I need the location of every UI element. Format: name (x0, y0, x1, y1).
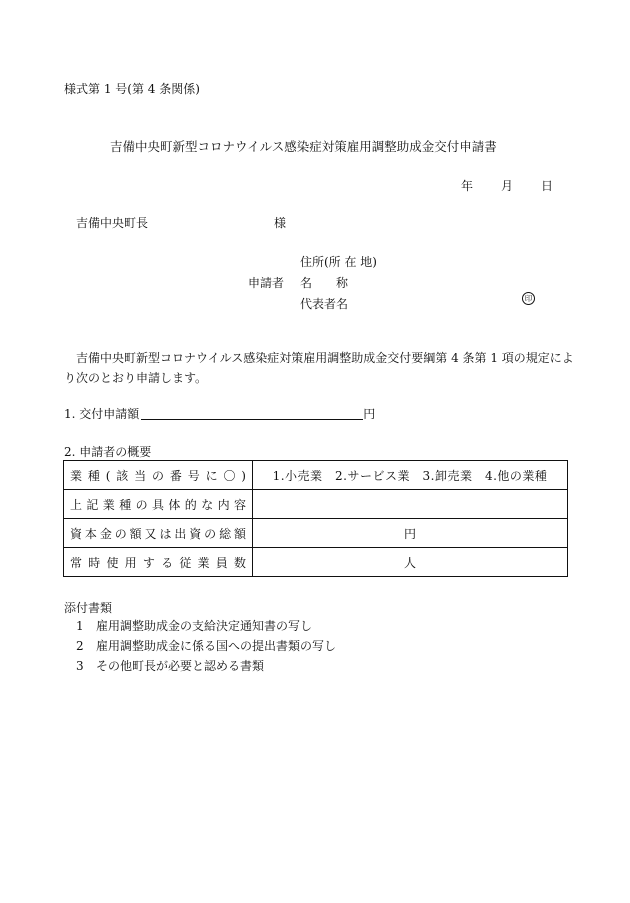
addressee (76, 214, 287, 231)
form-number: 様式第 1 号(第 4 条関係) (64, 82, 200, 96)
list-item-text: 雇用調整助成金に係る国への提出書類の写し (96, 639, 337, 653)
row-label: 資本金の額又は出資の総額 (64, 519, 253, 548)
attachments-list (76, 616, 476, 676)
table-row (64, 519, 568, 548)
seal-mark-icon: 印 (522, 292, 535, 305)
applicant-address-label: 住所(所 在 地) (300, 255, 377, 269)
list-item-number: 3 (76, 659, 84, 673)
date-month: 月 (501, 179, 514, 193)
list-item (76, 636, 476, 656)
addressee-name: 吉備中央町長 (76, 216, 149, 230)
row-label: 常時使用する従業員数 (64, 548, 253, 577)
date-line (461, 177, 553, 194)
applicant-overview-heading: 2. 申請者の概要 (64, 445, 152, 459)
row-value: 円 (253, 519, 568, 548)
list-item-text: その他町長が必要と認める書類 (96, 659, 265, 673)
requested-amount (64, 405, 375, 422)
requested-amount-label: 1. 交付申請額 (64, 407, 140, 421)
applicant-address-row (248, 251, 548, 272)
applicant-name-label: 名 称 (300, 276, 349, 290)
table-row (64, 461, 568, 490)
addressee-honorific: 様 (274, 216, 287, 230)
row-value: 人 (253, 548, 568, 577)
table-row (64, 548, 568, 577)
requested-amount-blank (141, 407, 363, 420)
applicant-representative-row (248, 293, 548, 314)
requested-amount-unit: 円 (363, 407, 376, 421)
list-item (76, 656, 476, 676)
list-item-number: 1 (76, 619, 84, 633)
list-item (76, 616, 476, 636)
attachments-title: 添付書類 (64, 601, 113, 615)
row-label: 業種(該当の番号に〇) (64, 461, 253, 490)
list-item-number: 2 (76, 639, 84, 653)
document-title: 吉備中央町新型コロナウイルス感染症対策雇用調整助成金交付申請書 (110, 139, 497, 154)
row-value (253, 490, 568, 519)
row-value: 1.小売業 2.サービス業 3.卸売業 4.他の業種 (253, 461, 568, 490)
applicant-label: 申請者 (248, 276, 285, 290)
date-year: 年 (461, 179, 474, 193)
applicant-name-row (248, 272, 548, 293)
table-row (64, 490, 568, 519)
date-day: 日 (541, 179, 554, 193)
applicant-overview-table (63, 460, 568, 577)
row-label: 上記業種の具体的な内容 (64, 490, 253, 519)
application-statement: 吉備中央町新型コロナウイルス感染症対策雇用調整助成金交付要綱第 4 条第 1 項の規定により次のとおり申請します。 (64, 351, 574, 385)
applicant-block (248, 251, 548, 314)
applicant-representative-label: 代表者名 (300, 297, 349, 311)
list-item-text: 雇用調整助成金の支給決定通知書の写し (96, 619, 313, 633)
